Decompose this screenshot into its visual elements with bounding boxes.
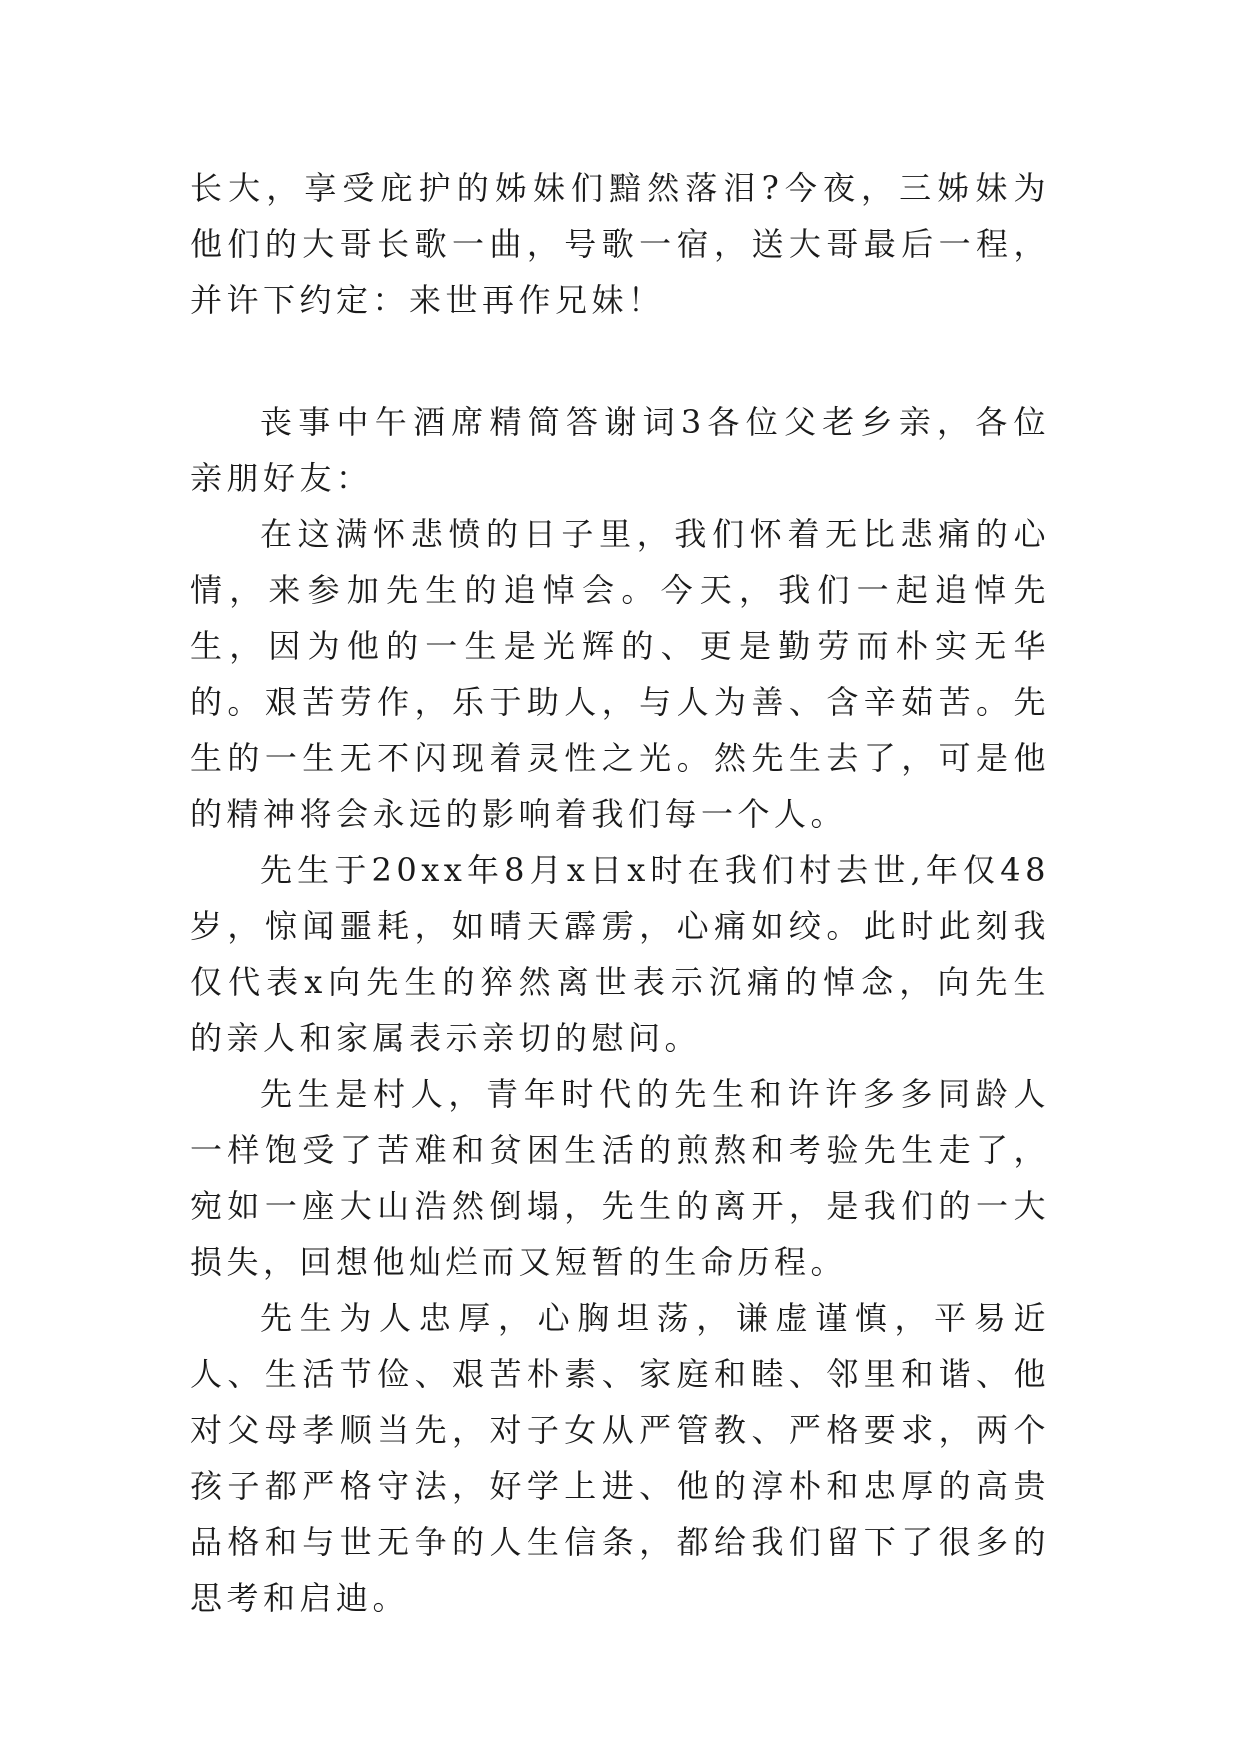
paragraph: 先生于20xx年8月x日x时在我们村去世,年仅48岁，惊闻噩耗，如晴天霹雳，心痛如绞。此时此刻我仅代表x向先生的猝然离世表示沉痛的悼念，向先生的亲人和家属表示亲切的慰问。 [190,851,1050,1057]
paragraph-gap [190,328,1050,394]
paragraph: 先生为人忠厚，心胸坦荡，谦虚谨慎，平易近人、生活节俭、艰苦朴素、家庭和睦、邻里和谐、他对父母孝顺当先，对子女从严管教、严格要求，两个孩子都严格守法，好学上进、他的淳朴和忠厚的高贵品格和与世无争的人生信条，都给我们留下了很多的思考和启迪。 [190,1299,1050,1617]
paragraph: 先生是村人，青年时代的先生和许许多多同龄人一样饱受了苦难和贫困生活的煎熬和考验先生走了，宛如一座大山浩然倒塌，先生的离开，是我们的一大损失，回想他灿烂而又短暂的生命历程。 [190,1075,1050,1281]
section-heading-paragraph: 丧事中午酒席精简答谢词3各位父老乡亲，各位亲朋好友： [190,403,1050,497]
paragraph: 在这满怀悲愤的日子里，我们怀着无比悲痛的心情，来参加先生的追悼会。今天，我们一起追悼先生，因为他的一生是光辉的、更是勤劳而朴实无华的。艰苦劳作，乐于助人，与人为善、含辛茹苦。先生的一生无不闪现着灵性之光。然先生去了，可是他的精神将会永远的影响着我们每一个人。 [190,515,1050,833]
paragraph-continuation: 长大，享受庇护的姊妹们黯然落泪?今夜，三姊妹为他们的大哥长歌一曲，号歌一宿，送大哥最后一程，并许下约定：来世再作兄妹！ [190,169,1050,319]
document-page [190,160,1050,1626]
